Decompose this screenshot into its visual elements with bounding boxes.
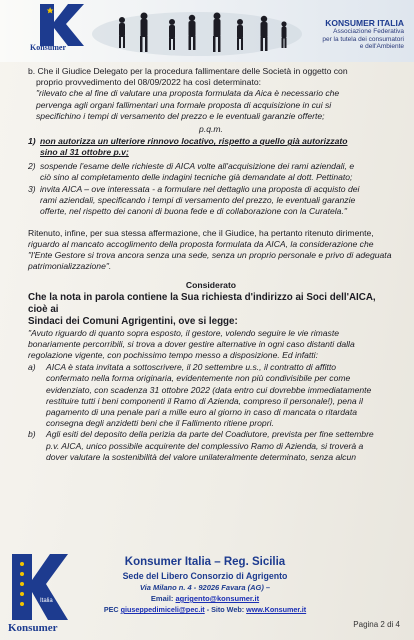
item-label: a) (28, 362, 36, 373)
website-link[interactable]: www.Konsumer.it (246, 605, 307, 614)
footer-email-line (80, 594, 330, 603)
footer-pec-web-line (80, 605, 330, 614)
list-item-a-cont: restituire tutti i beni componenti il Ramo di Azienda, compreso il personale!), pena il (46, 395, 363, 406)
org-subtitle-2: per la tutela dei consumatori (322, 35, 404, 43)
text-line: specifichino i tempi di versamento del prezzo e le eventuali garanzie offerte; (36, 110, 325, 121)
item-label: b) (28, 429, 36, 440)
item-text: invita AICA – ove interessata - a formulare nel dettaglio una proposta di acquisto dei (40, 184, 360, 195)
list-item-a-cont: pagamento di una penale pari a mille euro al giorno in caso di mancata o ritardata (46, 407, 357, 418)
text-line: proprio provvedimento del 08/09/2022 ha così determinato: (36, 77, 262, 88)
pec-link[interactable]: giuseppedimiceli@pec.it (120, 605, 205, 614)
decision-item-2-cont: ciò sino al completamento delle indagini tecniche già demandate al dott. Pettinato; (40, 171, 353, 182)
org-subtitle-3: e dell'Ambiente (359, 43, 404, 50)
list-item-b-cont: p.v. AICA, unico possibile acquirente del complessivo Ramo di Azienda, si troverà a (46, 440, 364, 451)
item-text: sospende l'esame delle richieste di AICA volte all'acquisizione dei rami aziendali, e (40, 160, 355, 171)
letterhead-header (0, 0, 414, 62)
letterhead-footer (0, 548, 414, 640)
decision-item-3-cont: offerte, nel rispetto dei canoni di buona fede e di collaborazione con la Curatela." (40, 206, 347, 217)
item-text: AICA è stata invitata a sottoscrivere, il 20 settembre u.s., il contratto di affitto (46, 362, 337, 373)
footer-title: Konsumer Italia – Reg. Sicilia (124, 556, 286, 568)
people-silhouettes-image (92, 4, 302, 56)
pqm-heading: p.q.m. (199, 124, 223, 135)
footer-logo-small-text: Italia (40, 598, 53, 604)
decision-item-3 (28, 184, 394, 195)
list-item-a-cont: evidenziato, con scadenza 31 ottobre 2022 (data entro cui dovrebbe immediatamente (46, 384, 372, 395)
text-line: regolazione vigente, con pochissimo tempo messo a disposizione. Ed infatti: (28, 350, 318, 361)
header-organization (322, 18, 404, 51)
web-label: - Sito Web: (206, 605, 245, 614)
text-line: pervenga agli organi fallimentari una formale proposta di acquisizione in cui si (36, 99, 332, 110)
list-item-a (28, 362, 394, 373)
bold-statement-line: Che la nota in parola contiene la Sua richiesta d'indirizzo ai Soci dell'AICA, cioè ai (28, 291, 376, 315)
footer-sede: Sede del Libero Consorzio di Agrigento (122, 571, 288, 581)
footer-logo-text: Konsumer (8, 622, 58, 634)
page-number: Pagina 2 di 4 (353, 620, 400, 629)
list-item-b-cont: dover valutare la sostenibilità del valore unilateralmente determinato, senza alcun (46, 451, 357, 462)
text-line: Ritenuto, infine, per sua stessa affermazione, che il Giudice, ha pertanto ritenuto dirimente, (28, 227, 374, 238)
text-line: "l'Ente Gestore si trova ancora senza una sede, senza un proprio personale e privo di adeguata (28, 250, 392, 261)
email-label: Email: (150, 594, 174, 603)
konsumer-footer-logo (10, 552, 68, 622)
item-number: 3) (28, 184, 36, 195)
footer-contact-block (80, 556, 330, 614)
text-line: "rilevato che al fine di valutare una proposta formulata da Aica è necessario che (36, 88, 340, 99)
footer-address: Via Milano n. 4 - 92026 Favara (AG) – (139, 583, 271, 592)
item-text: non autorizza un ulteriore rinnovo locativo, rispetto a quello già autorizzato (40, 136, 348, 147)
considerato-heading: Considerato (185, 280, 237, 291)
decision-item-2 (28, 161, 394, 172)
letter-body (28, 66, 394, 463)
item-number: 2) (28, 160, 36, 171)
item-number: 1) (28, 136, 36, 147)
konsumer-k-logo (36, 2, 86, 48)
text-line: patrimonializzazione". (28, 261, 112, 272)
item-text: Agli esiti del deposito della perizia da parte del Coadiutore, prevista per fine settembre (46, 429, 374, 440)
header-logo-text: Konsumer (30, 43, 66, 52)
list-item-a-cont: consegna degli anzidetti beni che il Fallimento ritiene propri. (46, 418, 274, 429)
text-line: bonariamente percorribili, si trova a dover gestire alternative in ogni caso distanti dalla (28, 338, 355, 349)
decision-item-1 (28, 136, 394, 147)
pec-label: PEC (103, 605, 119, 614)
text-line: riguardo al mancato accoglimento della proposta formulata da AICA, la considerazione che (28, 238, 374, 249)
decision-item-3-cont: rami aziendali, specificando i tempi di versamento del prezzo, le eventuali garanzie (40, 195, 356, 206)
text-line: "Avuto riguardo di quanto sopra esposto, il gestore, volendo seguire le vie rimaste (28, 327, 340, 338)
list-item-b (28, 429, 394, 440)
bold-statement-line: Sindaci dei Comuni Agrigentini, ove si legge: (28, 315, 238, 327)
org-subtitle-1: Associazione Federativa (333, 28, 404, 35)
email-link[interactable]: agrigento@konsumer.it (175, 594, 260, 603)
list-item-a-cont: confermato nella forma originaria, evidentemente non più condivisibile per come (46, 373, 351, 384)
decision-item-1-cont (28, 147, 394, 158)
item-text: sino al 31 ottobre p.v; (40, 147, 129, 158)
org-name: KONSUMER ITALIA (325, 18, 404, 28)
text-line: b. Che il Giudice Delegato per la procedura fallimentare delle Società in oggetto con (28, 66, 348, 76)
